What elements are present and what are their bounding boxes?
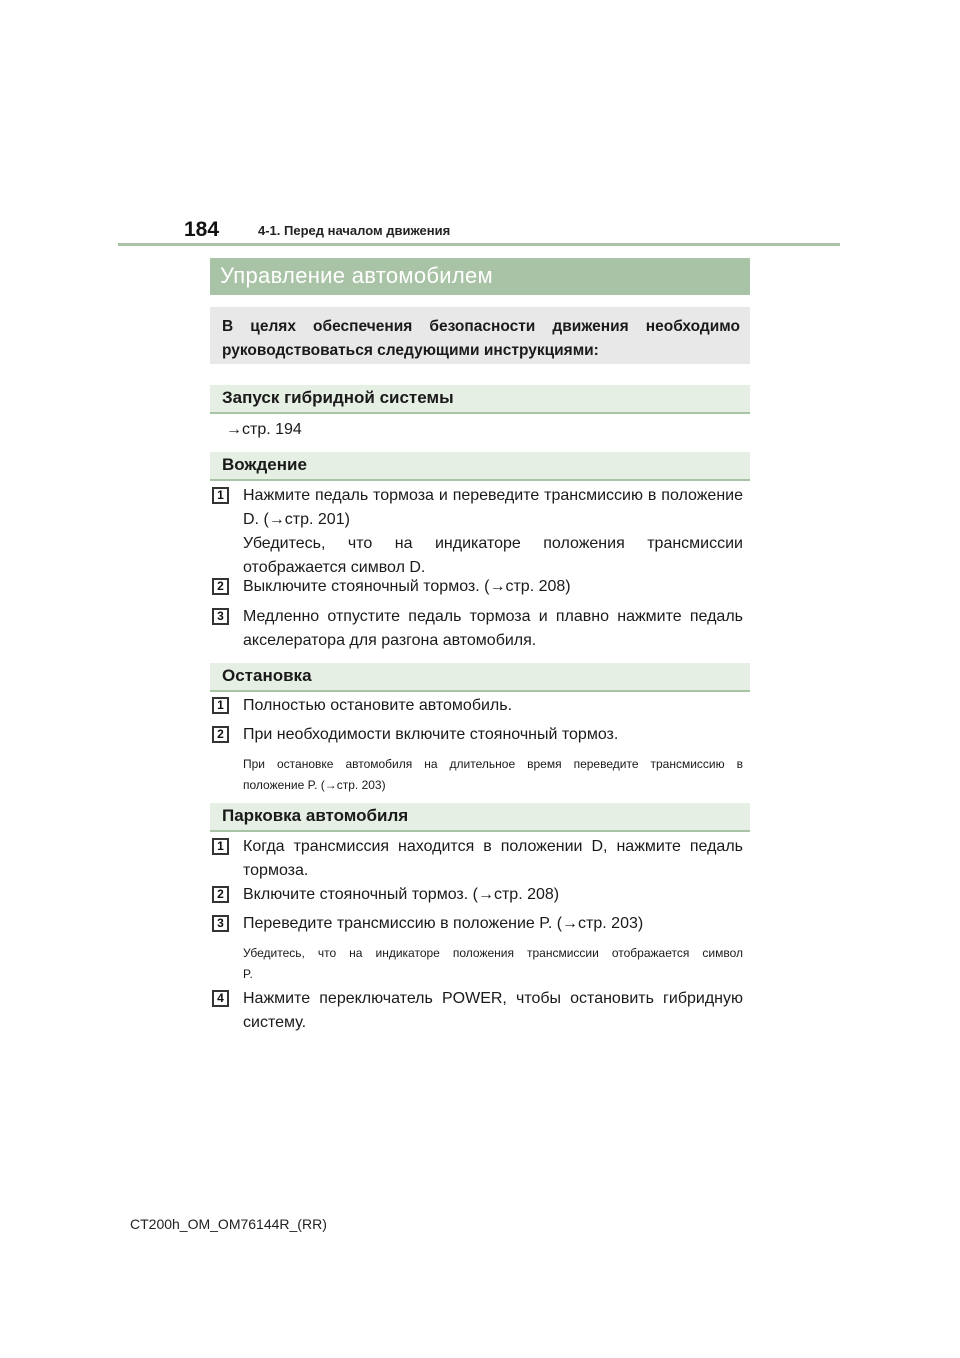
section-heading-stopping-label: Остановка (222, 666, 312, 685)
step-number-badge: 2 (212, 578, 229, 595)
stopping-step-1: Полностью остановите автомобиль. (243, 697, 513, 714)
step-number-badge: 2 (212, 726, 229, 743)
parking-step-4-line-2: систему. (243, 1014, 307, 1031)
intro-line-2: руководствоваться следующими инструкциями: (222, 342, 599, 359)
parking-step-2: Включите стояночный тормоз. (→стр. 208) (243, 886, 560, 903)
page-number: 184 (184, 218, 220, 241)
page-title-banner (210, 258, 750, 295)
driving-step-1-line-2: D. (→стр. 201) (243, 511, 350, 528)
driving-step-3 (243, 605, 743, 653)
step-number-badge: 1 (212, 838, 229, 855)
driving-step-2: Выключите стояночный тормоз. (→стр. 208) (243, 578, 571, 595)
document-code: CT200h_OM_OM76144R_(RR) (130, 1216, 327, 1232)
stopping-note-line-2: положение P. (→стр. 203) (243, 778, 386, 792)
section-heading-start-label: Запуск гибридной системы (222, 388, 454, 407)
section-heading-stopping (210, 663, 750, 692)
driving-step-3-line-2: акселератора для разгона автомобиля. (243, 632, 537, 649)
start-reference: →стр. 194 (226, 421, 302, 438)
driving-step-1-line-4: отображается символ D. (243, 559, 426, 576)
stopping-note (243, 754, 743, 796)
intro-line-1: В целях обеспечения безопасности движения необходимо (222, 318, 740, 335)
parking-step-3: Переведите трансмиссию в положение P. (→стр. 203) (243, 915, 644, 932)
step-number-badge: 2 (212, 886, 229, 903)
driving-step-1 (243, 484, 743, 580)
step-number-badge: 4 (212, 990, 229, 1007)
parking-step-4-line-1: Нажмите переключатель POWER, чтобы остановить гибридную (243, 990, 743, 1007)
section-heading-parking (210, 803, 750, 832)
driving-step-1-line-1: Нажмите педаль тормоза и переведите трансмиссию в положение (243, 487, 743, 504)
section-heading-driving-label: Вождение (222, 455, 307, 474)
page-title: Управление автомобилем (220, 263, 493, 288)
section-heading-start (210, 385, 750, 414)
parking-note-line-1: Убедитесь, что на индикаторе положения трансмиссии отображается символ (243, 946, 743, 960)
stopping-note-line-1: При остановке автомобиля на длительное время переведите трансмиссию в (243, 757, 743, 771)
stopping-step-2: При необходимости включите стояночный тормоз. (243, 726, 619, 743)
parking-step-1-line-1: Когда трансмиссия находится в положении D, нажмите педаль (243, 838, 743, 855)
parking-step-1 (243, 835, 743, 883)
driving-step-1-line-3: Убедитесь, что на индикаторе положения трансмиссии (243, 535, 743, 552)
step-number-badge: 1 (212, 697, 229, 714)
chapter-title: 4-1. Перед началом движения (258, 223, 451, 238)
parking-step-1-line-2: тормоза. (243, 862, 309, 879)
parking-note-line-2: P. (243, 967, 253, 981)
section-heading-parking-label: Парковка автомобиля (222, 806, 409, 825)
intro-box (210, 307, 750, 364)
step-number-badge: 3 (212, 915, 229, 932)
section-heading-driving (210, 452, 750, 481)
parking-step-4 (243, 987, 743, 1035)
step-number-badge: 3 (212, 608, 229, 625)
step-number-badge: 1 (212, 487, 229, 504)
parking-note (243, 943, 743, 985)
header-divider (118, 243, 840, 246)
driving-step-3-line-1: Медленно отпустите педаль тормоза и плавно нажмите педаль (243, 608, 743, 625)
